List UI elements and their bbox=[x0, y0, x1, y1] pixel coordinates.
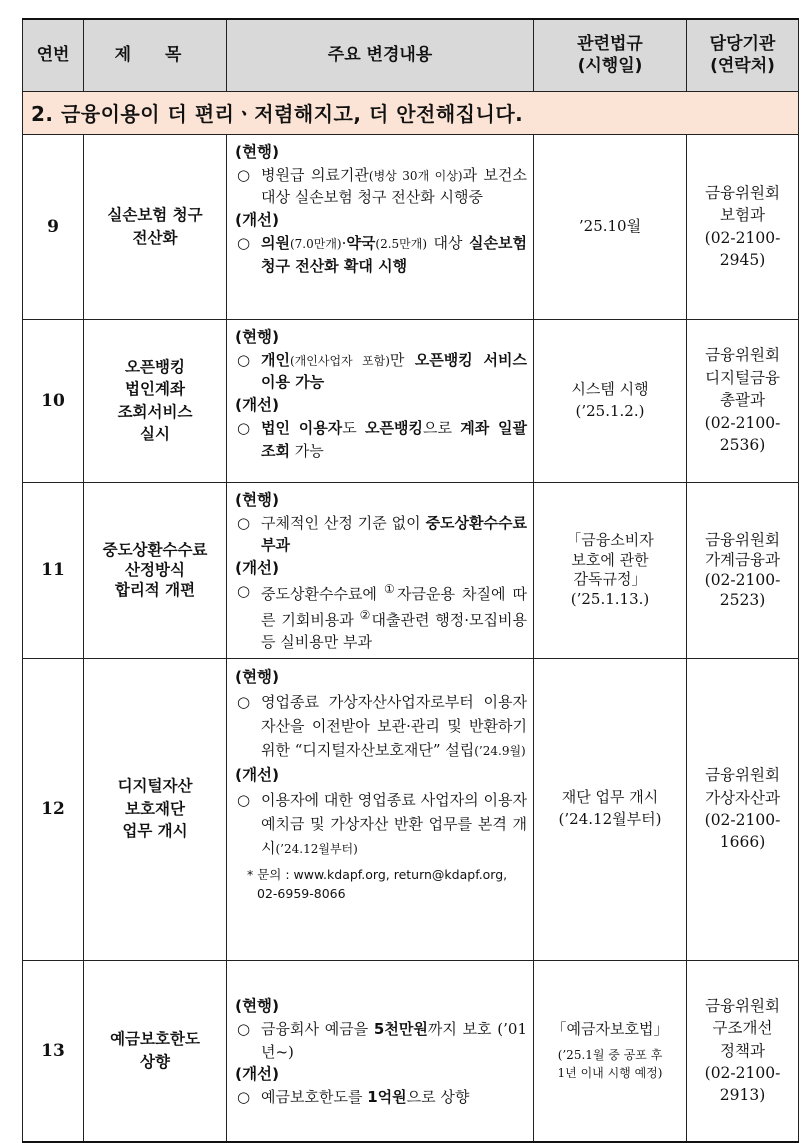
title-line: 예금보호한도 bbox=[110, 1030, 200, 1049]
title-line: 상향 bbox=[140, 1052, 170, 1071]
bullet-icon: ○ bbox=[237, 790, 251, 809]
policy-table bbox=[22, 18, 799, 1143]
law-line: ’25.10월 bbox=[578, 216, 642, 235]
list-item: ○ 영업종료 가상자산사업자로부터 이용자 자산을 이전받아 보관·관리 및 반환하기 위한 “디지털자산보호재단” 설립(’24.9월) bbox=[235, 690, 527, 763]
row-law bbox=[534, 134, 687, 319]
row-content bbox=[227, 482, 534, 658]
row-title bbox=[84, 960, 227, 1142]
list-item: ○ 법인 이용자도 오픈뱅킹으로 계좌 일괄 조회 가능 bbox=[237, 419, 527, 460]
bullet-icon: ○ bbox=[237, 165, 251, 184]
header-title: 제 목 bbox=[84, 19, 227, 91]
list-item: ○ 구체적인 산정 기준 없이 중도상환수수료 부과 bbox=[237, 513, 527, 555]
law-line: 감독규정」 bbox=[573, 570, 647, 588]
bullet-icon: ○ bbox=[237, 234, 251, 252]
improved-label: (개선) bbox=[235, 395, 280, 414]
agency-line: 구조개선 bbox=[712, 1019, 773, 1038]
title-line: 조회서비스 bbox=[117, 402, 193, 421]
row-law bbox=[534, 319, 687, 482]
title-line: 산정방식 bbox=[125, 560, 185, 579]
row-content bbox=[227, 319, 534, 482]
law-line: 재단 업무 개시 bbox=[561, 788, 659, 807]
agency-line: 보험과 bbox=[720, 206, 765, 225]
section-row bbox=[23, 91, 799, 134]
agency-line: (02-2100- bbox=[704, 1063, 781, 1082]
table-row bbox=[23, 134, 799, 319]
header-agency-line1: 담당기관 bbox=[709, 34, 776, 55]
bullet-icon: ○ bbox=[237, 350, 251, 369]
row-agency bbox=[687, 482, 799, 658]
agency-line: (02-2100- bbox=[704, 228, 781, 247]
agency-line: (02-2100- bbox=[704, 413, 781, 432]
agency-line: 금융위원회 bbox=[705, 766, 780, 785]
row-number: 9 bbox=[23, 134, 84, 319]
current-label: (현행) bbox=[235, 667, 280, 686]
law-line: 보호에 관한 bbox=[571, 550, 649, 569]
agency-line: 디지털금융 bbox=[705, 368, 780, 387]
current-label: (현행) bbox=[235, 327, 280, 346]
title-line: 중도상환수수료 bbox=[102, 540, 208, 559]
law-line: (’25.1월 중 공포 후 bbox=[557, 1048, 663, 1063]
header-law-line1: 관련법규 bbox=[577, 34, 643, 55]
current-label: (현행) bbox=[235, 996, 280, 1015]
row-content bbox=[227, 134, 534, 319]
title-line: 법인계좌 bbox=[125, 380, 185, 399]
agency-line: 1666) bbox=[719, 833, 766, 852]
row-law bbox=[534, 960, 687, 1142]
table-row bbox=[23, 319, 799, 482]
current-label: (현행) bbox=[235, 142, 280, 161]
improved-label: (개선) bbox=[235, 558, 280, 577]
row-title bbox=[84, 482, 227, 658]
title-line: 합리적 개편 bbox=[114, 581, 196, 600]
row-number: 13 bbox=[23, 960, 84, 1142]
list-item: ○ 예금보호한도를 1억원으로 상향 bbox=[235, 1086, 527, 1109]
section-title: 2. 금융이용이 더 편리ㆍ저렴해지고, 더 안전해집니다. bbox=[23, 91, 799, 134]
header-law bbox=[534, 19, 687, 91]
header-agency bbox=[687, 19, 799, 91]
agency-line: 정책과 bbox=[720, 1041, 765, 1060]
improved-label: (개선) bbox=[235, 210, 280, 229]
agency-line: 금융위원회 bbox=[705, 346, 780, 365]
row-agency bbox=[687, 319, 799, 482]
list-item: ○ 이용자에 대한 영업종료 사업자의 이용자 예치금 및 가상자산 반환 업무를 본격 개시(’24.12월부터) bbox=[235, 788, 527, 861]
header-no: 연번 bbox=[23, 19, 84, 91]
row-agency bbox=[687, 134, 799, 319]
list-item: ○ 병원급 의료기관(병상 30개 이상)과 보건소 대상 실손보험 청구 전산화 시행중 bbox=[237, 165, 527, 207]
improved-label: (개선) bbox=[235, 1065, 280, 1083]
agency-line: 2913) bbox=[719, 1086, 766, 1105]
law-line: 1년 이내 시행 예정) bbox=[557, 1065, 663, 1080]
agency-line: (02-2100- bbox=[704, 811, 781, 829]
row-title bbox=[84, 134, 227, 319]
list-item: ○ 금융회사 예금을 5천만원까지 보호 (’01년~) bbox=[237, 1020, 527, 1061]
title-line: 보호재단 bbox=[125, 799, 185, 818]
agency-line: 2536) bbox=[719, 436, 766, 455]
row-content bbox=[227, 658, 534, 960]
list-item: ○ 개인(개인사업자 포함)만 오픈뱅킹 서비스 이용 가능 bbox=[237, 350, 528, 392]
law-line: (’24.12월부터) bbox=[558, 810, 662, 828]
list-item: ○ 중도상환수수료에 ①자금운용 차질에 따른 기회비용과 ②대출관련 행정·모집비용 등 실비용만 부과 bbox=[237, 582, 527, 651]
bullet-icon: ○ bbox=[237, 1088, 251, 1107]
row-title bbox=[84, 658, 227, 960]
title-line: 전산화 bbox=[132, 228, 178, 247]
bullet-icon: ○ bbox=[237, 513, 251, 532]
table-row bbox=[23, 960, 799, 1142]
agency-line: 금융위원회 bbox=[705, 530, 780, 549]
row-number: 11 bbox=[23, 482, 84, 658]
improved-label: (개선) bbox=[235, 765, 280, 784]
title-line: 실손보험 청구 bbox=[107, 206, 203, 225]
law-line: (’25.1.13.) bbox=[570, 589, 650, 608]
current-label: (현행) bbox=[235, 490, 280, 509]
law-line: 시스템 시행 bbox=[571, 379, 649, 398]
law-line: (’25.1.2.) bbox=[575, 401, 645, 420]
row-content bbox=[227, 960, 534, 1142]
agency-line: 2523) bbox=[719, 591, 766, 610]
bullet-icon: ○ bbox=[237, 419, 251, 437]
row-agency bbox=[687, 658, 799, 960]
table-row bbox=[23, 482, 799, 658]
agency-line: 금융위원회 bbox=[705, 996, 780, 1015]
agency-line: 가계금융과 bbox=[705, 550, 780, 569]
table-header-row bbox=[23, 19, 799, 91]
agency-line: 금융위원회 bbox=[705, 183, 780, 202]
title-line: 실시 bbox=[140, 424, 170, 443]
agency-line: 총괄과 bbox=[720, 391, 765, 410]
bullet-icon: ○ bbox=[237, 1020, 251, 1038]
header-law-line2: (시행일) bbox=[577, 56, 643, 77]
row-law bbox=[534, 482, 687, 658]
law-line: 「금융소비자 bbox=[566, 531, 654, 549]
agency-line: 2945) bbox=[719, 250, 766, 269]
header-content: 주요 변경내용 bbox=[227, 19, 534, 91]
title-line: 오픈뱅킹 bbox=[125, 357, 185, 376]
row-title bbox=[84, 319, 227, 482]
row-agency bbox=[687, 960, 799, 1142]
header-agency-line2: (연락처) bbox=[710, 56, 775, 77]
agency-line: 가상자산과 bbox=[705, 788, 780, 807]
contact-note: * 문의 : www.kdapf.org, return@kdapf.org, 02-6959-8066 bbox=[247, 866, 508, 901]
agency-line: (02-2100- bbox=[704, 571, 781, 589]
title-line: 디지털자산 bbox=[117, 777, 193, 796]
bullet-icon: ○ bbox=[237, 582, 251, 600]
law-line: 「예금자보호법」 bbox=[551, 1020, 669, 1039]
table-row bbox=[23, 658, 799, 960]
list-item: ○ 의원(7.0만개)·약국(2.5만개) 대상 실손보험 청구 전산화 확대 시행 bbox=[237, 234, 527, 275]
bullet-icon: ○ bbox=[237, 692, 251, 711]
row-number: 12 bbox=[23, 658, 84, 960]
title-line: 업무 개시 bbox=[122, 822, 188, 841]
row-law bbox=[534, 658, 687, 960]
row-number: 10 bbox=[23, 319, 84, 482]
